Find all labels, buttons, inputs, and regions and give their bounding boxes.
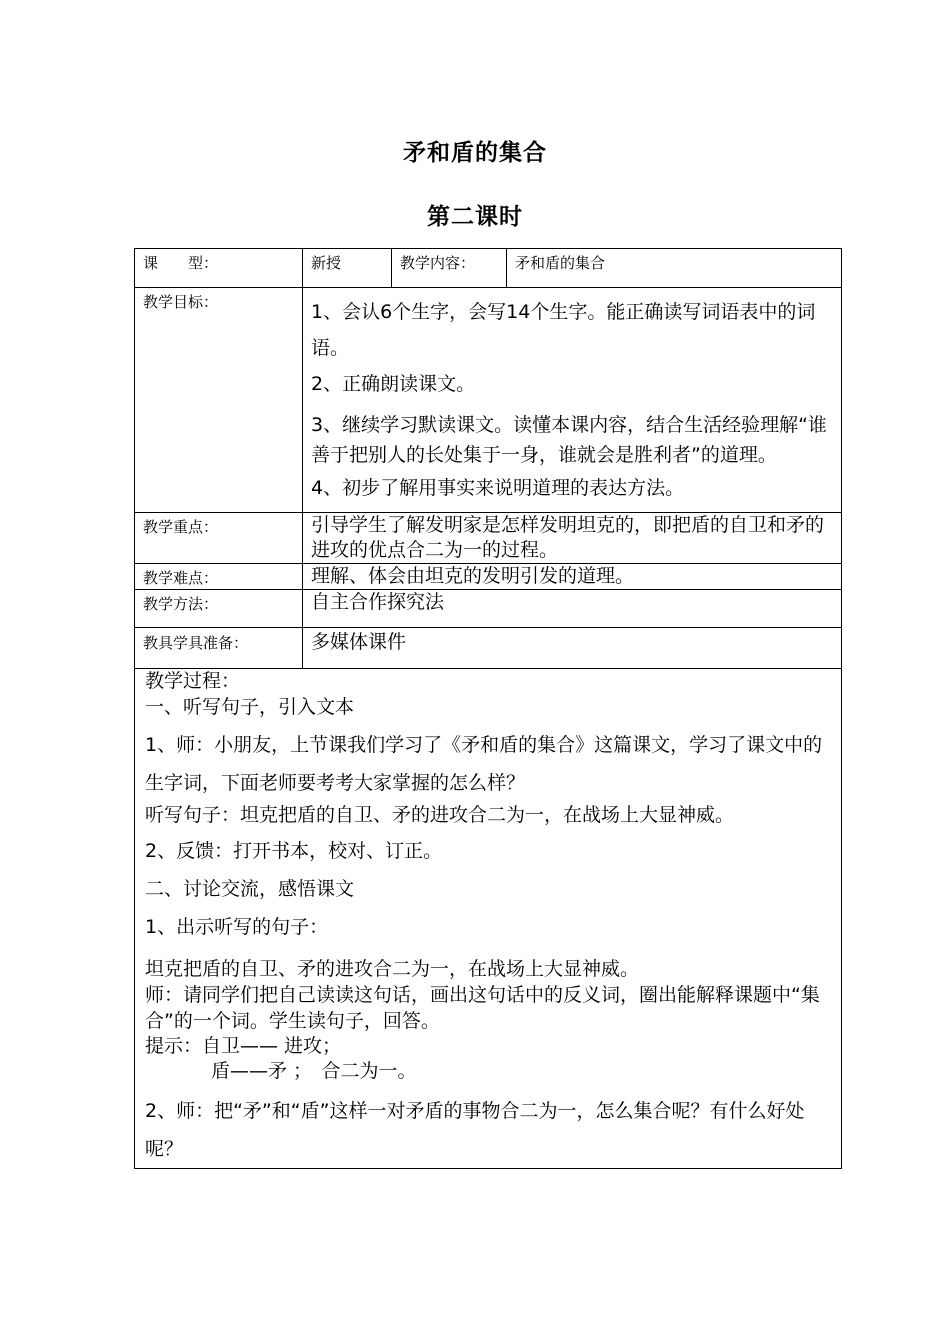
- section-heading-1: 一、听写句子，引入文本: [145, 696, 355, 718]
- process-paragraph: 2、反馈：打开书本，校对、订正。: [145, 840, 443, 862]
- objective-item: 1、会认6个生字，会写14个生字。能正确读写词语表中的词语。: [311, 301, 816, 359]
- process-paragraph: 1、出示听写的句子：: [145, 916, 329, 938]
- lesson-plan-table: [134, 248, 842, 1169]
- table-row-key: [135, 513, 842, 564]
- objectives-cell: [303, 288, 842, 513]
- difficulty-label: 教学难点：: [135, 564, 303, 590]
- key-value: 引导学生了解发明家是怎样发明坦克的，即把盾的自卫和矛的进攻的优点合二为一的过程。: [303, 513, 842, 564]
- difficulty-value: 理解、体会由坦克的发明引发的道理。: [303, 564, 842, 590]
- process-paragraph: 听写句子：坦克把盾的自卫、矛的进攻合二为一，在战场上大显神威。: [145, 804, 735, 826]
- objectives-label: 教学目标：: [135, 288, 303, 513]
- document-subtitle: 第二课时: [427, 204, 523, 230]
- process-paragraph: 师：请同学们把自己读读这句话，画出这句话中的反义词，圈出能解释课题中“集合”的一个词。学生读句子，回答。: [145, 984, 820, 1032]
- tools-value: 多媒体课件: [303, 628, 842, 669]
- table-row-objectives: [135, 288, 842, 513]
- process-cell: [135, 669, 842, 1169]
- process-paragraph: 盾——矛 ； 合二为一。: [211, 1060, 417, 1082]
- process-paragraph: 坦克把盾的自卫、矛的进攻合二为一，在战场上大显神威。: [145, 958, 640, 980]
- process-paragraph: 1、师：小朋友，上节课我们学习了《矛和盾的集合》这篇课文，学习了课文中的生字词，下面老师要考考大家掌握的怎么样？: [145, 734, 823, 794]
- type-label: 课 型：: [135, 249, 303, 288]
- method-value: 自主合作探究法: [303, 590, 842, 628]
- objective-item: 3、继续学习默读课文。读懂本课内容，结合生活经验理解“谁善于把别人的长处集于一身，谁就会是胜利者”的道理。: [311, 414, 827, 466]
- process-paragraph: 提示：自卫—— 进攻；: [145, 1035, 342, 1057]
- objective-item: 4、初步了解用事实来说明道理的表达方法。: [311, 477, 685, 499]
- method-label: 教学方法：: [135, 590, 303, 628]
- content-label: 教学内容：: [392, 249, 507, 288]
- section-heading-2: 二、讨论交流，感悟课文: [145, 878, 355, 900]
- type-value: 新授: [303, 249, 392, 288]
- table-row-process: [135, 669, 842, 1169]
- document-title: 矛和盾的集合: [403, 140, 547, 166]
- content-value: 矛和盾的集合: [507, 249, 842, 288]
- objective-item: 2、正确朗读课文。: [311, 373, 476, 395]
- table-row-difficulty: [135, 564, 842, 590]
- table-row-tools: [135, 628, 842, 669]
- key-label: 教学重点：: [135, 513, 303, 564]
- table-row-method: [135, 590, 842, 628]
- table-row-type: [135, 249, 842, 288]
- process-paragraph: 2、师：把“矛”和“盾”这样一对矛盾的事物合二为一，怎么集合呢？有什么好处呢？: [145, 1100, 805, 1160]
- tools-label: 教具学具准备：: [135, 628, 303, 669]
- process-heading: 教学过程：: [145, 670, 241, 692]
